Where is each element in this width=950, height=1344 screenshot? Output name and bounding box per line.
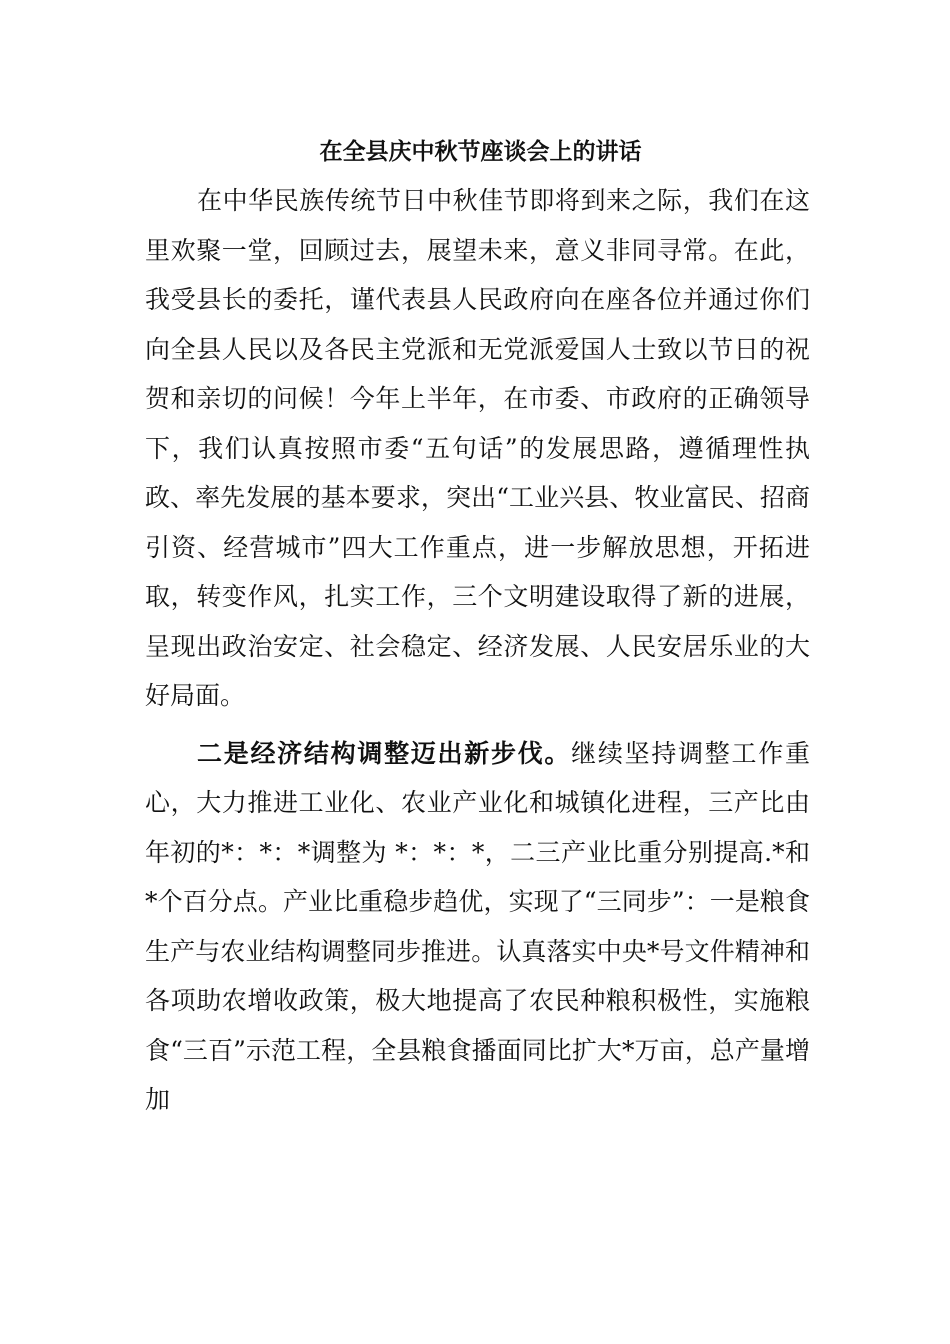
paragraph-lead-heading: 二是经济结构调整迈出新步伐。	[197, 738, 572, 768]
document-page	[145, 128, 810, 1125]
paragraph-economic-structure	[145, 729, 810, 1125]
paragraph-body-text: 继续坚持调整工作重心，大力推进工业化、农业产业化和城镇化进程，三产比由年初的*：*：*调整为 *：*：*，二三产业比重分别提高.*和*个百分点。产业比重稳步趋优，实现了“三同步”：一是粮食生产与农业结构调整同步推进。认真落实中央*号文件精神和各项助农增收政策，极大地提高了农民种粮积极性，实施粮食“三百”示范工程，全县粮食播面同比扩大*万亩，总产量增加	[145, 738, 810, 1114]
paragraph-opening: 在中华民族传统节日中秋佳节即将到来之际，我们在这里欢聚一堂，回顾过去，展望未来，意义非同寻常。在此，我受县长的委托，谨代表县人民政府向在座各位并通过你们向全县人民以及各民主党派和无党派爱国人士致以节日的祝贺和亲切的问候！今年上半年，在市委、市政府的正确领导下，我们认真按照市委“五句话”的发展思路，遵循理性执政、率先发展的基本要求，突出“工业兴县、牧业富民、招商引资、经营城市”四大工作重点，进一步解放思想，开拓进取，转变作风，扎实工作，三个文明建设取得了新的进展，呈现出政治安定、社会稳定、经济发展、人民安居乐业的大好局面。	[145, 186, 810, 710]
document-title: 在全县庆中秋节座谈会上的讲话	[319, 139, 642, 165]
